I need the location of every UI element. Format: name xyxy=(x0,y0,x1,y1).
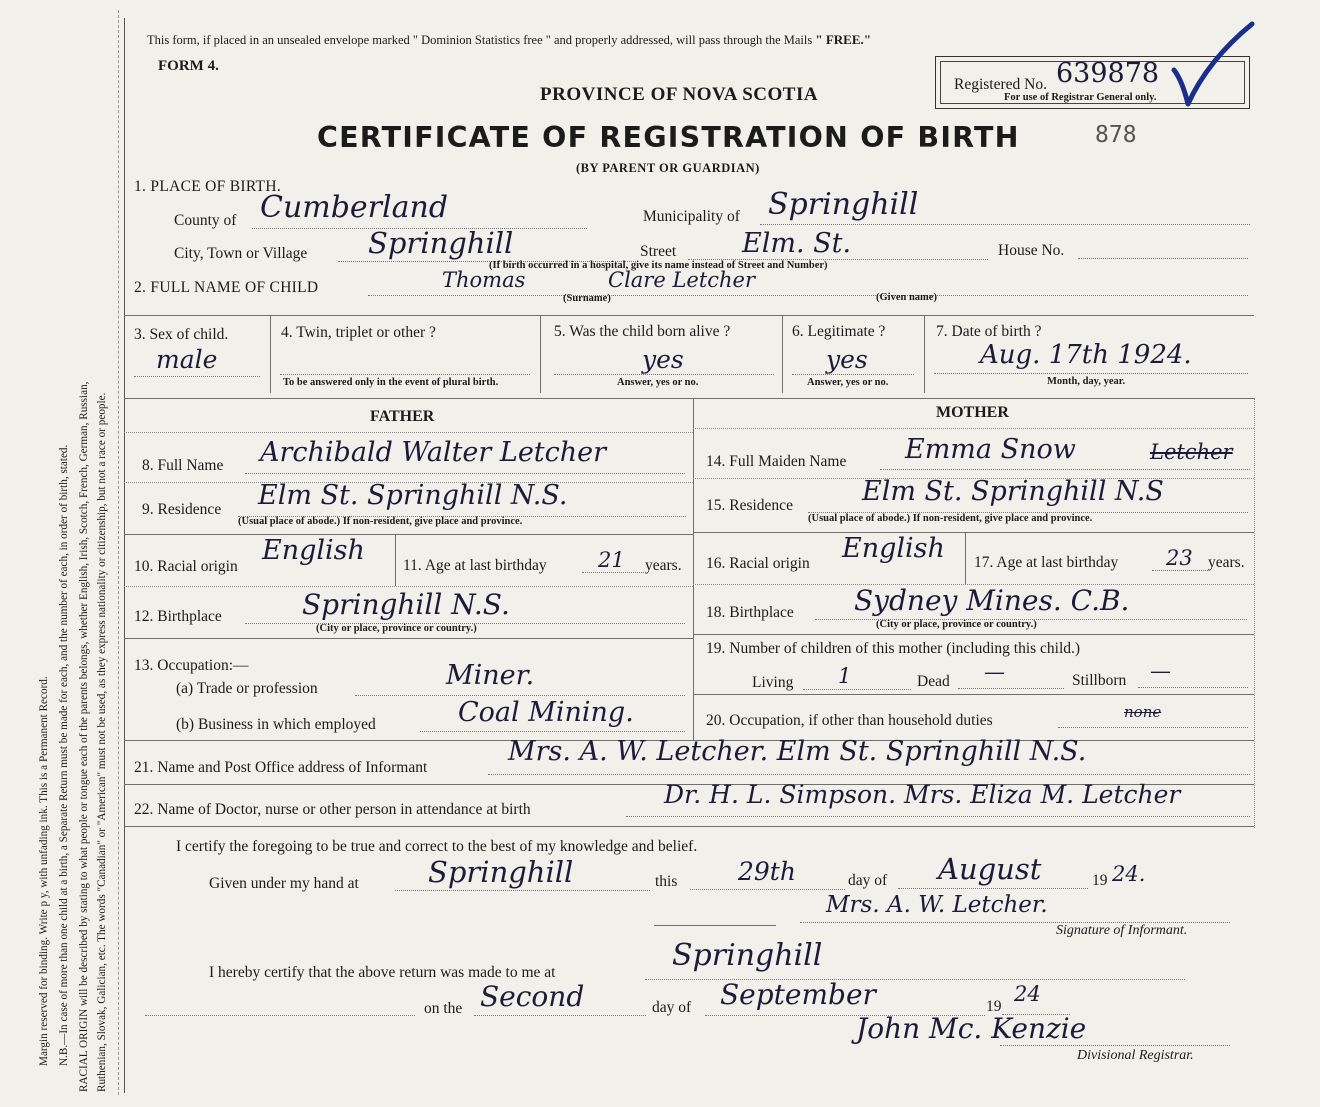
mail-notice: This form, if placed in an unsealed envelope marked " Dominion Statistics free " and properly addressed, will pass through the Mails xyxy=(147,33,813,47)
registered-number: 639878 xyxy=(1056,58,1160,89)
certificate-title: CERTIFICATE OF REGISTRATION OF BIRTH xyxy=(317,121,1020,154)
sex-label: 3. Sex of child. xyxy=(134,326,229,343)
registrar-month: September xyxy=(720,978,876,1011)
informant-signature: Mrs. A. W. Letcher. xyxy=(826,892,1048,918)
stillborn-value: — xyxy=(1150,659,1171,683)
child-name-label: 2. FULL NAME OF CHILD xyxy=(134,279,319,296)
father-years: years. xyxy=(645,557,682,574)
surname-label: (Surname) xyxy=(563,293,611,304)
province-heading: PROVINCE OF NOVA SCOTIA xyxy=(540,84,819,105)
certificate-subtitle: (BY PARENT OR GUARDIAN) xyxy=(576,161,760,175)
given-name-label: (Given name) xyxy=(876,292,937,303)
mother-age: 23 xyxy=(1166,546,1193,570)
county-value: Cumberland xyxy=(260,190,449,225)
mother-race-label: 16. Racial origin xyxy=(706,555,810,572)
mother-birthplace-note: (City or place, province or country.) xyxy=(876,619,1037,630)
father-age: 21 xyxy=(598,548,625,572)
father-race-label: 10. Racial origin xyxy=(134,558,238,575)
place-heading: 1. PLACE OF BIRTH. xyxy=(134,178,281,195)
margin-notes xyxy=(0,0,124,1107)
dead-label: Dead xyxy=(917,673,950,690)
father-race: English xyxy=(262,535,365,566)
doctor-label: 22. Name of Doctor, nurse or other person in attendance at birth xyxy=(134,801,531,818)
binding-line xyxy=(118,10,119,1095)
legitimate-note: Answer, yes or no. xyxy=(807,377,889,388)
registrar-text: I hereby certify that the above return was made to me at xyxy=(209,964,556,981)
doctor-value: Dr. H. L. Simpson. Mrs. Eliza M. Letcher xyxy=(664,780,1181,809)
registered-label: Registered No. xyxy=(954,76,1047,93)
given-day: 29th xyxy=(738,857,796,886)
hospital-note: (If birth occurred in a hospital, give its name instead of Street and Number) xyxy=(489,260,828,271)
this-label: this xyxy=(655,873,678,890)
legitimate-label: 6. Legitimate ? xyxy=(792,323,886,340)
informant-signature-label: Signature of Informant. xyxy=(1056,923,1188,938)
mother-residence: Elm St. Springhill N.S xyxy=(862,476,1164,507)
mother-years: years. xyxy=(1208,554,1245,571)
informant-value: Mrs. A. W. Letcher. Elm St. Springhill N.S. xyxy=(508,736,1087,767)
street-value: Elm. St. xyxy=(742,228,852,259)
dob-value: Aug. 17th 1924. xyxy=(980,340,1192,370)
given-year: 24. xyxy=(1112,862,1146,886)
registrar-day-of: day of xyxy=(652,999,692,1016)
occupation-label: 13. Occupation:— xyxy=(134,657,249,674)
free-label: " FREE." xyxy=(815,32,871,47)
registrar-day: Second xyxy=(480,980,585,1013)
trade-label: (a) Trade or profession xyxy=(176,680,318,697)
mother-occupation: none xyxy=(1124,703,1162,721)
given-place: Springhill xyxy=(428,855,574,889)
alive-value: yes xyxy=(642,345,684,374)
margin-note-2: N.B.—In case of more than one child at a birth, a Separate Return must be made for each, and the number of each, in order of birth, stated. xyxy=(58,444,70,1066)
living-label: Living xyxy=(752,674,794,691)
mother-age-label: 17. Age at last birthday xyxy=(974,554,1119,571)
registrar-place: Springhill xyxy=(672,938,823,973)
dead-value: — xyxy=(984,660,1005,684)
twin-note: To be answered only in the event of plural birth. xyxy=(283,377,499,388)
sex-value: male xyxy=(156,345,218,374)
father-residence: Elm St. Springhill N.S. xyxy=(258,480,568,511)
registered-note: For use of Registrar General only. xyxy=(1004,92,1157,103)
margin-note-3: RACIAL ORIGIN will be described by stating to what people or tongue each of the parents belongs, whether English, Irish, Scotch, French, German, Russian, xyxy=(78,381,90,1092)
given-month: August xyxy=(938,852,1042,886)
mother-birthplace: Sydney Mines. C.B. xyxy=(854,584,1130,617)
municipality-label: Municipality of xyxy=(643,208,740,225)
father-name-label: 8. Full Name xyxy=(142,457,224,474)
living-value: 1 xyxy=(838,664,852,688)
margin-note-4: Ruthenian, Slovak, Galician, etc. The words "Canadian" or "American" must not be used, as they express nationality or citizenship, but not a race or people. xyxy=(96,392,108,1092)
mother-birthplace-label: 18. Birthplace xyxy=(706,604,794,621)
given-under-label: Given under my hand at xyxy=(209,875,359,892)
mother-residence-label: 15. Residence xyxy=(706,497,793,514)
child-surname: Thomas xyxy=(442,268,526,292)
mother-name: Emma Snow xyxy=(905,434,1076,465)
county-label: County of xyxy=(174,212,237,229)
form-number: FORM 4. xyxy=(158,58,219,74)
house-label: House No. xyxy=(998,242,1065,259)
checkmark-icon xyxy=(1168,20,1258,110)
father-birthplace-label: 12. Birthplace xyxy=(134,608,222,625)
registrar-signature: John Mc. Kenzie xyxy=(856,1012,1087,1045)
mother-name-struck: Letcher xyxy=(1150,440,1233,464)
registrar-label: Divisional Registrar. xyxy=(1077,1048,1194,1063)
registrar-year: 24 xyxy=(1014,982,1041,1006)
father-birthplace: Springhill N.S. xyxy=(302,588,510,621)
certify-text: I certify the foregoing to be true and correct to the best of my knowledge and belief. xyxy=(176,838,698,855)
street-label: Street xyxy=(640,243,677,260)
twin-label: 4. Twin, triplet or other ? xyxy=(281,324,436,341)
trade-value: Miner. xyxy=(446,660,535,691)
business-value: Coal Mining. xyxy=(458,697,634,728)
year-prefix-1: 19 xyxy=(1092,872,1108,889)
father-birthplace-note: (City or place, province or country.) xyxy=(316,623,477,634)
father-age-label: 11. Age at last birthday xyxy=(403,557,547,574)
father-heading: FATHER xyxy=(370,408,435,425)
legitimate-value: yes xyxy=(826,345,868,374)
dob-label: 7. Date of birth ? xyxy=(936,323,1042,340)
father-residence-label: 9. Residence xyxy=(142,501,222,518)
year-prefix-2: 19 xyxy=(986,998,1002,1015)
business-label: (b) Business in which employed xyxy=(176,716,376,733)
stillborn-label: Stillborn xyxy=(1072,672,1127,689)
dob-note: Month, day, year. xyxy=(1047,376,1126,387)
mother-name-label: 14. Full Maiden Name xyxy=(706,453,847,470)
mother-residence-note: (Usual place of abode.) If non-resident, give place and province. xyxy=(808,513,1093,524)
child-given-name: Clare Letcher xyxy=(608,268,756,292)
father-residence-note: (Usual place of abode.) If non-resident, give place and province. xyxy=(238,516,523,527)
mother-heading: MOTHER xyxy=(936,404,1009,421)
form-border-left xyxy=(124,18,125,1093)
mother-race: English xyxy=(842,533,945,564)
informant-label: 21. Name and Post Office address of Informant xyxy=(134,759,428,776)
municipality-value: Springhill xyxy=(768,187,919,222)
father-name: Archibald Walter Letcher xyxy=(260,437,607,468)
city-value: Springhill xyxy=(368,226,514,260)
alive-note: Answer, yes or no. xyxy=(617,377,699,388)
city-label: City, Town or Village xyxy=(174,245,308,262)
stamp-number: 878 xyxy=(1095,122,1137,148)
children-label: 19. Number of children of this mother (including this child.) xyxy=(706,640,1081,657)
day-of-label: day of xyxy=(848,872,888,889)
margin-note-1: Margin reserved for binding. Write p y, with unfading ink. This is a Permanent Record. xyxy=(38,676,50,1066)
mother-occupation-label: 20. Occupation, if other than household duties xyxy=(706,712,993,729)
on-the-label: on the xyxy=(424,1000,463,1017)
alive-label: 5. Was the child born alive ? xyxy=(554,323,731,340)
